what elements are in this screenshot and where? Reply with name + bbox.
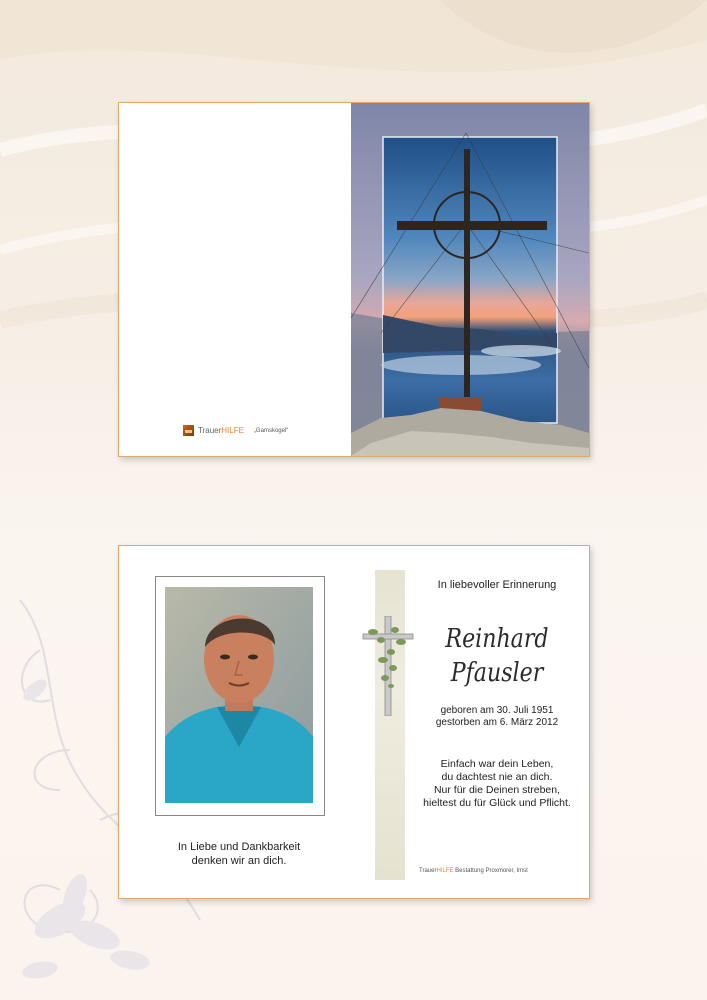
cover-brand	[183, 425, 288, 436]
image-caption: „Gamskogel“	[253, 427, 289, 434]
deceased-first-name: Reinhard	[445, 624, 549, 654]
poem-line: hieltest du für Glück und Pflicht.	[423, 797, 571, 809]
footer-brand-prefix: Trauer	[419, 868, 437, 874]
card-inside	[118, 545, 590, 899]
closing-line-2: denken wir an dich.	[191, 855, 287, 867]
footer-undertaker: Bestattung Proxmorer, Imst	[453, 868, 528, 874]
trauerhilfe-logo-icon	[183, 425, 194, 436]
brand-highlight: HILFE	[221, 426, 244, 435]
footer-brand-highlight: HILFE	[436, 868, 454, 874]
poem-line: Nur für die Deinen streben,	[433, 784, 561, 796]
portrait-frame	[155, 576, 325, 816]
life-dates	[415, 705, 579, 729]
cover-back-panel	[119, 103, 351, 456]
closing-line-1: In Liebe und Dankbarkeit	[177, 841, 301, 853]
brand-prefix: Trauer	[198, 426, 222, 435]
poem-line: du dachtest nie an dich.	[441, 771, 553, 783]
inside-footer-brand	[419, 868, 528, 874]
memorial-heading: In liebevoller Erinnerung	[437, 579, 557, 591]
cover-front-panel	[351, 103, 589, 456]
death-date: gestorben am 6. März 2012	[435, 717, 559, 728]
closing-text	[155, 840, 323, 868]
poem	[415, 758, 579, 810]
cross-with-ivy-icon	[361, 616, 417, 716]
birth-date: geboren am 30. Juli 1951	[440, 705, 554, 716]
summit-cross-photo	[351, 103, 589, 456]
poem-line: Einfach war dein Leben,	[440, 758, 554, 770]
portrait-photo	[165, 587, 313, 803]
deceased-last-name: Pfausler	[450, 658, 544, 688]
card-cover	[118, 102, 590, 457]
